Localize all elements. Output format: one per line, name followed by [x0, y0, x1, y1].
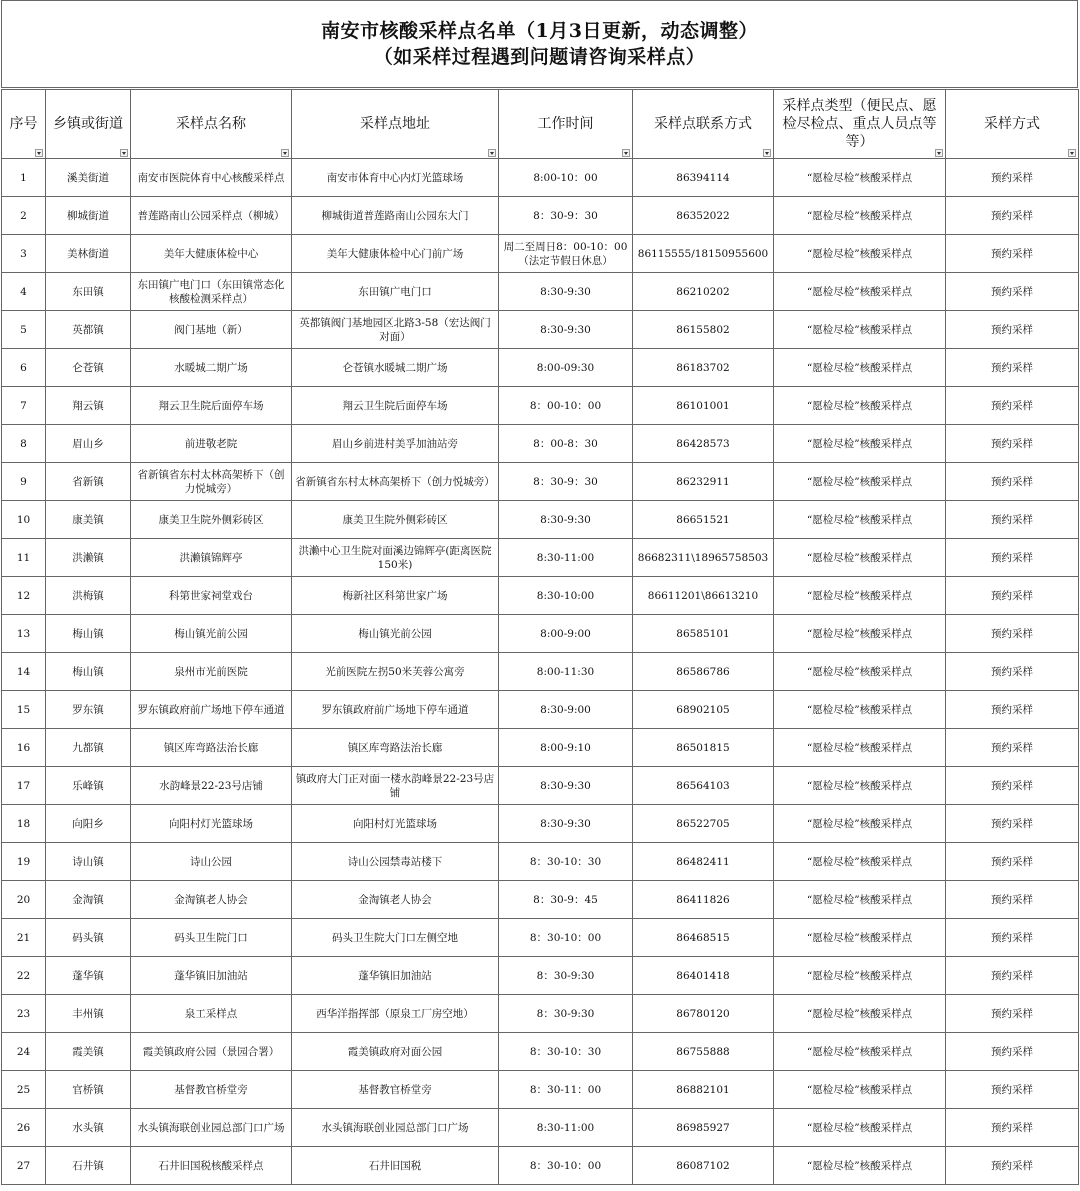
header-col-index [2, 90, 46, 159]
col-index-cell[interactable]: 19 [2, 843, 46, 881]
col-site-name-cell[interactable]: 水头镇海联创业园总部门口广场 [131, 1109, 292, 1147]
col-town-cell[interactable]: 霞美镇 [46, 1033, 131, 1071]
col-hours-cell[interactable]: 8：30-9：30 [499, 197, 633, 235]
col-hours-cell[interactable]: 8:30-9:30 [499, 273, 633, 311]
title-sub: （如采样过程遇到问题请咨询采样点） [373, 46, 706, 68]
col-method-cell[interactable]: 预约采样 [946, 805, 1079, 843]
header-col-town [46, 90, 131, 159]
col-contact-cell[interactable]: 86155802 [633, 311, 774, 349]
col-site-name-cell[interactable]: 科第世家祠堂戏台 [131, 577, 292, 615]
col-contact-cell[interactable]: 86411826 [633, 881, 774, 919]
col-town-cell[interactable]: 眉山乡 [46, 425, 131, 463]
col-index-cell[interactable]: 15 [2, 691, 46, 729]
col-contact-cell[interactable]: 86985927 [633, 1109, 774, 1147]
col-contact-cell[interactable]: 86586786 [633, 653, 774, 691]
col-site-type-cell[interactable]: “愿检尽检”核酸采样点 [774, 159, 946, 197]
col-hours-cell[interactable]: 8：30-11：00 [499, 1071, 633, 1109]
table-row [2, 767, 1079, 805]
col-town-cell[interactable]: 康美镇 [46, 501, 131, 539]
col-hours-cell[interactable]: 8:30-9:30 [499, 805, 633, 843]
col-index-cell[interactable]: 4 [2, 273, 46, 311]
col-address-cell[interactable]: 金淘镇老人协会 [292, 881, 499, 919]
table-row [2, 577, 1079, 615]
col-index-cell[interactable]: 3 [2, 235, 46, 273]
col-town-cell[interactable]: 九都镇 [46, 729, 131, 767]
table-row [2, 615, 1079, 653]
col-index-cell[interactable]: 21 [2, 919, 46, 957]
col-site-type-cell[interactable]: “愿检尽检”核酸采样点 [774, 197, 946, 235]
col-site-type-cell[interactable]: “愿检尽检”核酸采样点 [774, 387, 946, 425]
col-index-cell[interactable]: 26 [2, 1109, 46, 1147]
col-site-name-cell[interactable]: 美年大健康体检中心 [131, 235, 292, 273]
col-index-cell[interactable]: 16 [2, 729, 46, 767]
table-row [2, 311, 1079, 349]
col-hours-cell[interactable]: 8:30-9:00 [499, 691, 633, 729]
col-site-type-cell[interactable]: “愿检尽检”核酸采样点 [774, 957, 946, 995]
col-town-cell[interactable]: 省新镇 [46, 463, 131, 501]
col-contact-cell[interactable]: 86428573 [633, 425, 774, 463]
col-address-cell[interactable]: 东田镇广电门口 [292, 273, 499, 311]
col-site-name-cell[interactable]: 金淘镇老人协会 [131, 881, 292, 919]
col-town-cell[interactable]: 翔云镇 [46, 387, 131, 425]
table-row [2, 349, 1079, 387]
col-address-cell[interactable]: 翔云卫生院后面停车场 [292, 387, 499, 425]
header-col-site-name [131, 90, 292, 159]
col-site-name-cell[interactable]: 洪濑镇锦辉亭 [131, 539, 292, 577]
col-contact-cell[interactable]: 86522705 [633, 805, 774, 843]
col-hours-cell[interactable]: 8：30-9：45 [499, 881, 633, 919]
table-row [2, 273, 1079, 311]
col-contact-cell[interactable]: 86101001 [633, 387, 774, 425]
col-index-cell[interactable]: 13 [2, 615, 46, 653]
col-address-cell[interactable]: 西华洋指挥部（原泉工厂房空地） [292, 995, 499, 1033]
col-method-cell[interactable]: 预约采样 [946, 995, 1079, 1033]
header-label: 采样方式 [984, 116, 1040, 132]
col-contact-cell[interactable]: 86232911 [633, 463, 774, 501]
col-site-type-cell[interactable]: “愿检尽检”核酸采样点 [774, 501, 946, 539]
col-site-type-cell[interactable]: “愿检尽检”核酸采样点 [774, 691, 946, 729]
table-row [2, 159, 1079, 197]
title-banner [1, 0, 1078, 88]
col-town-cell[interactable]: 官桥镇 [46, 1071, 131, 1109]
col-address-cell[interactable]: 石井旧国税 [292, 1147, 499, 1185]
col-method-cell[interactable]: 预约采样 [946, 767, 1079, 805]
col-hours-cell[interactable]: 8:30-11:00 [499, 539, 633, 577]
col-contact-cell[interactable]: 86394114 [633, 159, 774, 197]
col-contact-cell[interactable]: 86651521 [633, 501, 774, 539]
col-method-cell[interactable]: 预约采样 [946, 1147, 1079, 1185]
col-hours-cell[interactable]: 8：30-9:30 [499, 995, 633, 1033]
col-method-cell[interactable]: 预约采样 [946, 615, 1079, 653]
col-contact-cell[interactable]: 86564103 [633, 767, 774, 805]
col-town-cell[interactable]: 码头镇 [46, 919, 131, 957]
col-contact-cell[interactable]: 86087102 [633, 1147, 774, 1185]
col-town-cell[interactable]: 石井镇 [46, 1147, 131, 1185]
col-method-cell[interactable]: 预约采样 [946, 843, 1079, 881]
col-site-name-cell[interactable]: 梅山镇光前公园 [131, 615, 292, 653]
col-method-cell[interactable]: 预约采样 [946, 425, 1079, 463]
col-method-cell[interactable]: 预约采样 [946, 159, 1079, 197]
col-town-cell[interactable]: 诗山镇 [46, 843, 131, 881]
col-contact-cell[interactable]: 68902105 [633, 691, 774, 729]
col-index-cell[interactable]: 7 [2, 387, 46, 425]
col-address-cell[interactable]: 梅新社区科第世家广场 [292, 577, 499, 615]
col-index-cell[interactable]: 22 [2, 957, 46, 995]
col-contact-cell[interactable]: 86401418 [633, 957, 774, 995]
col-site-type-cell[interactable]: “愿检尽检”核酸采样点 [774, 881, 946, 919]
col-address-cell[interactable]: 霞美镇政府对面公园 [292, 1033, 499, 1071]
col-contact-cell[interactable]: 86468515 [633, 919, 774, 957]
col-site-name-cell[interactable]: 泉州市光前医院 [131, 653, 292, 691]
table-row [2, 1147, 1079, 1185]
col-site-name-cell[interactable]: 向阳村灯光篮球场 [131, 805, 292, 843]
col-method-cell[interactable]: 预约采样 [946, 881, 1079, 919]
col-town-cell[interactable]: 水头镇 [46, 1109, 131, 1147]
col-site-type-cell[interactable]: “愿检尽检”核酸采样点 [774, 615, 946, 653]
header-label: 序号 [9, 116, 38, 132]
col-method-cell[interactable]: 预约采样 [946, 539, 1079, 577]
col-hours-cell[interactable]: 8：30-10：00 [499, 1147, 633, 1185]
col-site-name-cell[interactable]: 罗东镇政府前广场地下停车通道 [131, 691, 292, 729]
col-contact-cell[interactable]: 86183702 [633, 349, 774, 387]
filter-dropdown-icon[interactable] [763, 149, 771, 157]
col-site-type-cell[interactable]: “愿检尽检”核酸采样点 [774, 539, 946, 577]
col-town-cell[interactable]: 洪濑镇 [46, 539, 131, 577]
header-label: 乡镇或街道 [53, 116, 123, 132]
col-address-cell[interactable]: 英都镇阀门基地园区北路3-58（宏达阀门对面） [292, 311, 499, 349]
col-address-cell[interactable]: 蓬华镇旧加油站 [292, 957, 499, 995]
table-row [2, 501, 1079, 539]
col-hours-cell[interactable]: 8:30-9:30 [499, 501, 633, 539]
col-method-cell[interactable]: 预约采样 [946, 691, 1079, 729]
col-site-type-cell[interactable]: “愿检尽检”核酸采样点 [774, 995, 946, 1033]
col-address-cell[interactable]: 洪濑中心卫生院对面溪边锦辉亭(距离医院150米) [292, 539, 499, 577]
col-site-name-cell[interactable]: 阀门基地（新） [131, 311, 292, 349]
col-index-cell[interactable]: 17 [2, 767, 46, 805]
table-row [2, 1071, 1079, 1109]
col-site-name-cell[interactable]: 霞美镇政府公园（景园合署） [131, 1033, 292, 1071]
col-address-cell[interactable]: 仑苍镇水暖城二期广场 [292, 349, 499, 387]
col-address-cell[interactable]: 省新镇省东村太林高架桥下（创力悦城旁） [292, 463, 499, 501]
col-site-name-cell[interactable]: 水韵峰景22-23号店铺 [131, 767, 292, 805]
col-contact-cell[interactable]: 86210202 [633, 273, 774, 311]
table-row [2, 995, 1079, 1033]
table-row [2, 425, 1079, 463]
col-contact-cell[interactable]: 86585101 [633, 615, 774, 653]
col-contact-cell[interactable]: 86882101 [633, 1071, 774, 1109]
col-contact-cell[interactable]: 86780120 [633, 995, 774, 1033]
filter-dropdown-icon[interactable] [622, 149, 630, 157]
filter-dropdown-icon[interactable] [1068, 149, 1076, 157]
col-town-cell[interactable]: 仑苍镇 [46, 349, 131, 387]
col-method-cell[interactable]: 预约采样 [946, 501, 1079, 539]
filter-dropdown-icon[interactable] [281, 149, 289, 157]
table-body [2, 159, 1079, 1185]
col-hours-cell[interactable]: 8：30-9：30 [499, 463, 633, 501]
col-town-cell[interactable]: 美林街道 [46, 235, 131, 273]
header-label: 采样点类型（便民点、愿检尽检点、重点人员点等等） [782, 98, 937, 150]
col-site-name-cell[interactable]: 南安市医院体育中心核酸采样点 [131, 159, 292, 197]
col-hours-cell[interactable]: 8:30-9:30 [499, 311, 633, 349]
col-contact-cell[interactable]: 86352022 [633, 197, 774, 235]
header-col-hours [499, 90, 633, 159]
col-method-cell[interactable]: 预约采样 [946, 311, 1079, 349]
col-index-cell[interactable]: 12 [2, 577, 46, 615]
col-address-cell[interactable]: 罗东镇政府前广场地下停车通道 [292, 691, 499, 729]
col-contact-cell[interactable]: 86115555/18150955600 [633, 235, 774, 273]
col-address-cell[interactable]: 向阳村灯光篮球场 [292, 805, 499, 843]
col-hours-cell[interactable]: 8:00-11:30 [499, 653, 633, 691]
col-town-cell[interactable]: 洪梅镇 [46, 577, 131, 615]
table-row [2, 1033, 1079, 1071]
table-row [2, 881, 1079, 919]
col-town-cell[interactable]: 丰州镇 [46, 995, 131, 1033]
col-site-name-cell[interactable]: 码头卫生院门口 [131, 919, 292, 957]
col-method-cell[interactable]: 预约采样 [946, 349, 1079, 387]
col-contact-cell[interactable]: 86482411 [633, 843, 774, 881]
col-site-type-cell[interactable]: “愿检尽检”核酸采样点 [774, 919, 946, 957]
col-hours-cell[interactable]: 8:30-9:30 [499, 767, 633, 805]
col-method-cell[interactable]: 预约采样 [946, 463, 1079, 501]
col-town-cell[interactable]: 英都镇 [46, 311, 131, 349]
col-method-cell[interactable]: 预约采样 [946, 957, 1079, 995]
col-site-name-cell[interactable]: 翔云卫生院后面停车场 [131, 387, 292, 425]
col-index-cell[interactable]: 27 [2, 1147, 46, 1185]
col-site-type-cell[interactable]: “愿检尽检”核酸采样点 [774, 349, 946, 387]
table-row [2, 463, 1079, 501]
col-town-cell[interactable]: 柳城街道 [46, 197, 131, 235]
col-index-cell[interactable]: 5 [2, 311, 46, 349]
col-town-cell[interactable]: 罗东镇 [46, 691, 131, 729]
col-contact-cell[interactable]: 86501815 [633, 729, 774, 767]
col-hours-cell[interactable]: 8：30-10：00 [499, 919, 633, 957]
col-site-type-cell[interactable]: “愿检尽检”核酸采样点 [774, 1033, 946, 1071]
filter-dropdown-icon[interactable] [488, 149, 496, 157]
col-address-cell[interactable]: 基督教官桥堂旁 [292, 1071, 499, 1109]
col-site-name-cell[interactable]: 康美卫生院外侧彩砖区 [131, 501, 292, 539]
col-contact-cell[interactable]: 86682311\18965758503 [633, 539, 774, 577]
table-row [2, 919, 1079, 957]
sampling-sites-table [1, 89, 1079, 1185]
col-method-cell[interactable]: 预约采样 [946, 577, 1079, 615]
col-hours-cell[interactable]: 8：30-10：30 [499, 1033, 633, 1071]
filter-dropdown-icon[interactable] [35, 149, 43, 157]
table-row [2, 957, 1079, 995]
col-town-cell[interactable]: 溪美街道 [46, 159, 131, 197]
col-site-name-cell[interactable]: 水暖城二期广场 [131, 349, 292, 387]
col-site-type-cell[interactable]: “愿检尽检”核酸采样点 [774, 653, 946, 691]
col-index-cell[interactable]: 23 [2, 995, 46, 1033]
col-index-cell[interactable]: 9 [2, 463, 46, 501]
col-site-name-cell[interactable]: 省新镇省东村太林高架桥下（创力悦城旁） [131, 463, 292, 501]
table-row [2, 653, 1079, 691]
col-index-cell[interactable]: 11 [2, 539, 46, 577]
col-method-cell[interactable]: 预约采样 [946, 273, 1079, 311]
header-label: 采样点名称 [176, 116, 246, 132]
col-index-cell[interactable]: 25 [2, 1071, 46, 1109]
col-site-type-cell[interactable]: “愿检尽检”核酸采样点 [774, 311, 946, 349]
header-row [2, 90, 1079, 159]
header-label: 采样点地址 [360, 116, 430, 132]
col-address-cell[interactable]: 眉山乡前进村美孚加油站旁 [292, 425, 499, 463]
col-address-cell[interactable]: 柳城街道普莲路南山公园东大门 [292, 197, 499, 235]
col-hours-cell[interactable]: 8:00-09:30 [499, 349, 633, 387]
col-site-type-cell[interactable]: “愿检尽检”核酸采样点 [774, 463, 946, 501]
col-hours-cell[interactable]: 8:00-9:10 [499, 729, 633, 767]
col-address-cell[interactable]: 南安市体育中心内灯光篮球场 [292, 159, 499, 197]
col-address-cell[interactable]: 镇政府大门正对面一楼水韵峰景22-23号店铺 [292, 767, 499, 805]
col-hours-cell[interactable]: 8：30-10：30 [499, 843, 633, 881]
table-row [2, 729, 1079, 767]
table-row [2, 1109, 1079, 1147]
col-site-type-cell[interactable]: “愿检尽检”核酸采样点 [774, 729, 946, 767]
title-main: 南安市核酸采样点名单（1月3日更新，动态调整） [321, 20, 758, 42]
col-address-cell[interactable]: 水头镇海联创业园总部门口广场 [292, 1109, 499, 1147]
filter-dropdown-icon[interactable] [120, 149, 128, 157]
table-row [2, 805, 1079, 843]
col-index-cell[interactable]: 14 [2, 653, 46, 691]
col-town-cell[interactable]: 东田镇 [46, 273, 131, 311]
col-town-cell[interactable]: 梅山镇 [46, 653, 131, 691]
col-index-cell[interactable]: 2 [2, 197, 46, 235]
col-site-type-cell[interactable]: “愿检尽检”核酸采样点 [774, 805, 946, 843]
col-index-cell[interactable]: 1 [2, 159, 46, 197]
col-site-name-cell[interactable]: 普莲路南山公园采样点（柳城） [131, 197, 292, 235]
col-method-cell[interactable]: 预约采样 [946, 387, 1079, 425]
table-row [2, 843, 1079, 881]
col-index-cell[interactable]: 20 [2, 881, 46, 919]
col-method-cell[interactable]: 预约采样 [946, 197, 1079, 235]
col-address-cell[interactable]: 康美卫生院外侧彩砖区 [292, 501, 499, 539]
col-site-name-cell[interactable]: 镇区库弯路法治长廊 [131, 729, 292, 767]
col-site-name-cell[interactable]: 泉工采样点 [131, 995, 292, 1033]
col-hours-cell[interactable]: 8:00-10：00 [499, 159, 633, 197]
col-hours-cell[interactable]: 8:30-11:00 [499, 1109, 633, 1147]
header-label: 工作时间 [537, 116, 594, 132]
col-address-cell[interactable]: 梅山镇光前公园 [292, 615, 499, 653]
col-site-name-cell[interactable]: 基督教官桥堂旁 [131, 1071, 292, 1109]
header-col-address [292, 90, 499, 159]
col-hours-cell[interactable]: 8：00-10：00 [499, 387, 633, 425]
col-hours-cell[interactable]: 8：30-9:30 [499, 957, 633, 995]
col-site-name-cell[interactable]: 东田镇广电门口（东田镇常态化核酸检测采样点） [131, 273, 292, 311]
col-town-cell[interactable]: 梅山镇 [46, 615, 131, 653]
table-row [2, 387, 1079, 425]
col-town-cell[interactable]: 乐峰镇 [46, 767, 131, 805]
col-method-cell[interactable]: 预约采样 [946, 1033, 1079, 1071]
col-town-cell[interactable]: 蓬华镇 [46, 957, 131, 995]
header-col-site-type [774, 90, 946, 159]
col-index-cell[interactable]: 8 [2, 425, 46, 463]
col-site-name-cell[interactable]: 石井旧国税核酸采样点 [131, 1147, 292, 1185]
table-row [2, 539, 1079, 577]
col-hours-cell[interactable]: 8：00-8：30 [499, 425, 633, 463]
col-hours-cell[interactable]: 8:30-10:00 [499, 577, 633, 615]
col-index-cell[interactable]: 10 [2, 501, 46, 539]
col-site-type-cell[interactable]: “愿检尽检”核酸采样点 [774, 577, 946, 615]
col-town-cell[interactable]: 向阳乡 [46, 805, 131, 843]
col-site-type-cell[interactable]: “愿检尽检”核酸采样点 [774, 235, 946, 273]
col-address-cell[interactable]: 美年大健康体检中心门前广场 [292, 235, 499, 273]
table-row [2, 691, 1079, 729]
col-index-cell[interactable]: 24 [2, 1033, 46, 1071]
header-col-contact [633, 90, 774, 159]
col-site-name-cell[interactable]: 蓬华镇旧加油站 [131, 957, 292, 995]
col-method-cell[interactable]: 预约采样 [946, 1109, 1079, 1147]
col-hours-cell[interactable]: 8:00-9:00 [499, 615, 633, 653]
col-site-type-cell[interactable]: “愿检尽检”核酸采样点 [774, 1147, 946, 1185]
col-site-type-cell[interactable]: “愿检尽检”核酸采样点 [774, 1109, 946, 1147]
col-address-cell[interactable]: 诗山公园禁毒站楼下 [292, 843, 499, 881]
col-method-cell[interactable]: 预约采样 [946, 919, 1079, 957]
col-index-cell[interactable]: 18 [2, 805, 46, 843]
table-row [2, 197, 1079, 235]
col-site-type-cell[interactable]: “愿检尽检”核酸采样点 [774, 767, 946, 805]
header-label: 采样点联系方式 [654, 116, 752, 132]
col-method-cell[interactable]: 预约采样 [946, 1071, 1079, 1109]
col-method-cell[interactable]: 预约采样 [946, 235, 1079, 273]
col-site-type-cell[interactable]: “愿检尽检”核酸采样点 [774, 1071, 946, 1109]
col-address-cell[interactable]: 光前医院左拐50米芙蓉公寓旁 [292, 653, 499, 691]
col-site-name-cell[interactable]: 前进敬老院 [131, 425, 292, 463]
col-address-cell[interactable]: 码头卫生院大门口左侧空地 [292, 919, 499, 957]
col-hours-cell[interactable]: 周二至周日8：00-10：00（法定节假日休息） [499, 235, 633, 273]
col-site-type-cell[interactable]: “愿检尽检”核酸采样点 [774, 425, 946, 463]
filter-dropdown-icon[interactable] [935, 149, 943, 157]
col-address-cell[interactable]: 镇区库弯路法治长廊 [292, 729, 499, 767]
col-method-cell[interactable]: 预约采样 [946, 653, 1079, 691]
col-index-cell[interactable]: 6 [2, 349, 46, 387]
col-town-cell[interactable]: 金淘镇 [46, 881, 131, 919]
header-col-method [946, 90, 1079, 159]
col-site-type-cell[interactable]: “愿检尽检”核酸采样点 [774, 843, 946, 881]
col-method-cell[interactable]: 预约采样 [946, 729, 1079, 767]
col-site-name-cell[interactable]: 诗山公园 [131, 843, 292, 881]
col-contact-cell[interactable]: 86755888 [633, 1033, 774, 1071]
col-contact-cell[interactable]: 86611201\86613210 [633, 577, 774, 615]
col-site-type-cell[interactable]: “愿检尽检”核酸采样点 [774, 273, 946, 311]
table-row [2, 235, 1079, 273]
